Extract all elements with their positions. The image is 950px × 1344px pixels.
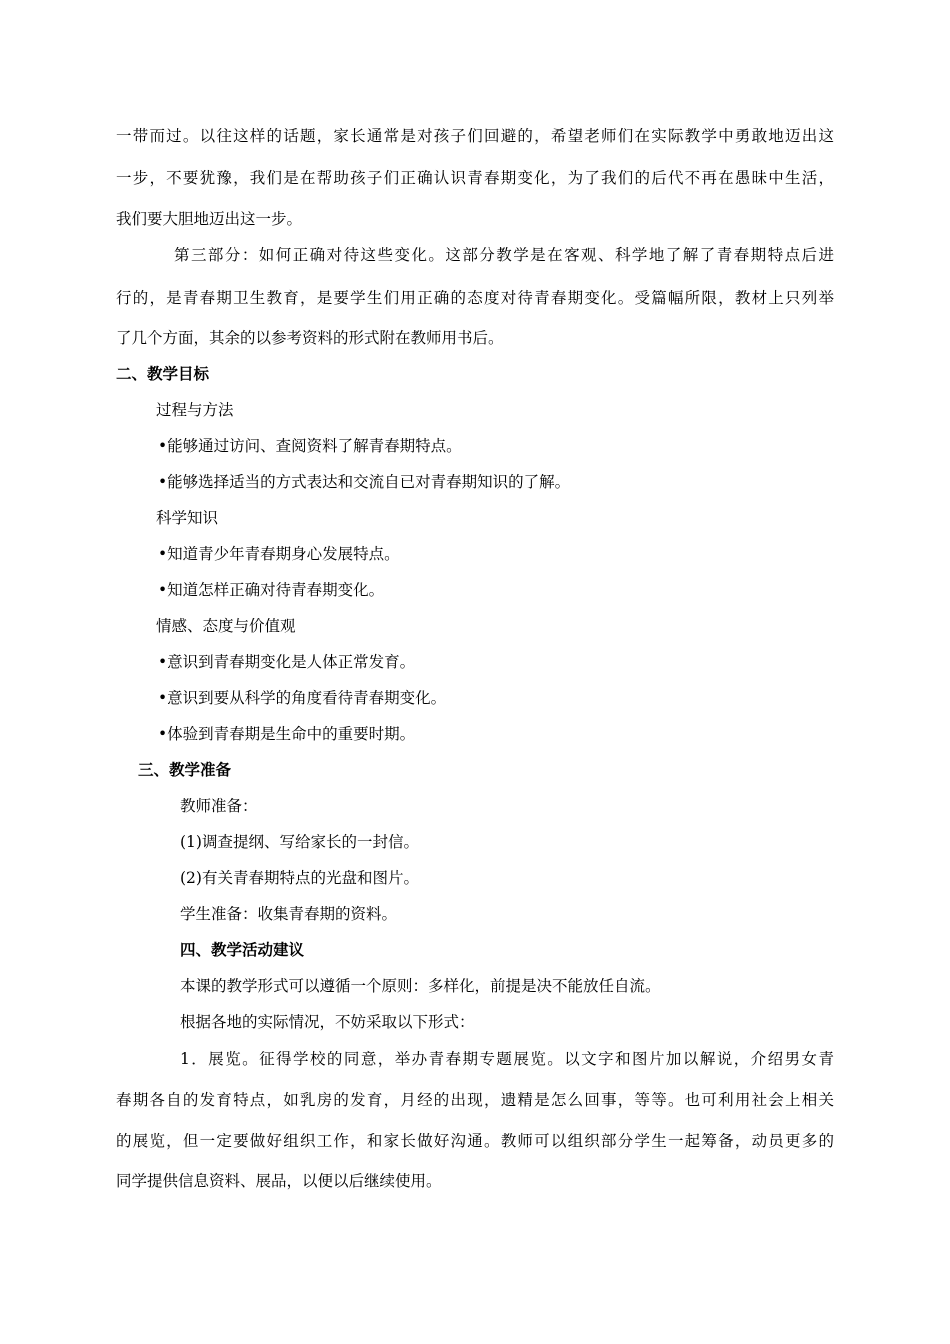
intro-line-3: 我们要大胆地迈出这一步。 <box>116 210 303 228</box>
prep-teacher-item-2: (2)有关青春期特点的光盘和图片。 <box>180 869 419 887</box>
goals-heading: 二、教学目标 <box>116 364 210 383</box>
part3-line-2: 行的，是青春期卫生教育，是要学生们用正确的态度对待青春期变化。受篇幅所限，教材上只列举 <box>116 289 834 307</box>
activities-item1-line-3: 的展览，但一定要做好组织工作，和家长做好沟通。教师可以组织部分学生一起筹备，动员更多的 <box>116 1132 834 1150</box>
activities-heading: 四、教学活动建议 <box>180 940 305 959</box>
goals-values-item-3: •体验到青春期是生命中的重要时期。 <box>158 725 416 743</box>
goals-process-title: 过程与方法 <box>156 401 234 419</box>
goals-knowledge-title: 科学知识 <box>156 509 219 527</box>
activities-item1-line-2: 春期各自的发育特点，如乳房的发育，月经的出现，遗精是怎么回事，等等。也可利用社会上相关 <box>116 1091 834 1109</box>
goals-process-item-2: •能够选择适当的方式表达和交流自已对青春期知识的了解。 <box>158 473 571 491</box>
goals-knowledge-item-2: •知道怎样正确对待青春期变化。 <box>158 581 385 599</box>
goals-values-item-2: •意识到要从科学的角度看待青春期变化。 <box>158 689 447 707</box>
goals-values-item-1: •意识到青春期变化是人体正常发育。 <box>158 653 416 671</box>
intro-line-2: 一步，不要犹豫，我们是在帮助孩子们正确认识青春期变化，为了我们的后代不再在愚昧中生活， <box>116 169 834 187</box>
activities-item1-line-1: 1．展览。征得学校的同意，举办青春期专题展览。以文字和图片加以解说，介绍男女青 <box>180 1050 834 1068</box>
prep-heading: 三、教学准备 <box>138 760 232 779</box>
goals-knowledge-item-1: •知道青少年青春期身心发展特点。 <box>158 545 400 563</box>
prep-teacher-title: 教师准备： <box>180 797 258 815</box>
prep-student: 学生准备：收集青春期的资料。 <box>180 905 398 923</box>
goals-values-title: 情感、态度与价值观 <box>156 617 296 635</box>
part3-line-1: 第三部分：如何正确对待这些变化。这部分教学是在客观、科学地了解了青春期特点后进 <box>174 246 834 264</box>
goals-process-item-1: •能够通过访问、查阅资料了解青春期特点。 <box>158 437 462 455</box>
prep-teacher-item-1: (1)调查提纲、写给家长的一封信。 <box>180 833 419 851</box>
part3-line-3: 了几个方面，其余的以参考资料的形式附在教师用书后。 <box>116 329 504 347</box>
intro-line-1: 一带而过。以往这样的话题，家长通常是对孩子们回避的，希望老师们在实际教学中勇敢地迈出这 <box>116 127 834 145</box>
activities-intro-1: 本课的教学形式可以遵循一个原则：多样化，前提是决不能放任自流。 <box>180 977 661 995</box>
activities-item1-line-4: 同学提供信息资料、展品，以便以后继续使用。 <box>116 1172 442 1190</box>
activities-intro-2: 根据各地的实际情况，不妨采取以下形式： <box>180 1013 475 1031</box>
